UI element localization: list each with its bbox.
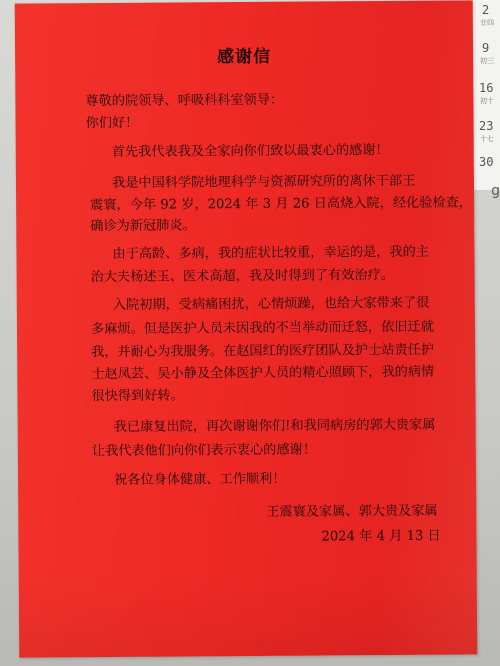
paragraph-6-line-1: 祝各位身体健康、工作顺利！ <box>114 471 286 488</box>
paragraph-2-line-1: 我是中国科学院地理科学与资源研究所的离休干部王 <box>111 173 416 191</box>
paragraph-4-line-3: 我，并耐心为我服务。在赵国红的医疗团队及护士站责任护 <box>91 342 435 361</box>
calendar-number: 9 <box>482 41 490 55</box>
calendar-lunar-label: 初三 <box>480 57 494 65</box>
calendar-lunar-label: 十七 <box>480 135 494 143</box>
calendar-lunar-label: 廿四 <box>480 19 494 27</box>
calendar-number: 2 <box>482 3 490 17</box>
paragraph-4-line-5: 很快得到好转。 <box>91 388 184 405</box>
paragraph-5-line-2: 让我代表他们向你们表示衷心的感谢！ <box>91 442 317 460</box>
signature: 王震寰及家属、郭大贵及家属 <box>266 503 438 520</box>
paragraph-4-line-1: 入院初期，受病痛困扰，心情烦躁，也给大家带来了很 <box>112 295 430 313</box>
paragraph-5-line-1: 我已康复出院，再次谢谢你们!和我同病房的郭大贵家属 <box>113 417 436 435</box>
calendar-lunar-label: 初十 <box>480 97 494 105</box>
calendar-number: 30 <box>479 155 494 169</box>
salutation: 尊敬的院领导、呼吸科科室领导： <box>85 92 284 110</box>
background-letter: g <box>491 183 500 199</box>
calendar-number: 16 <box>479 81 494 95</box>
letter-date: 2024 年 4 月 13 日 <box>321 528 441 545</box>
paragraph-1-line-1: 首先我代表我及全家向你们致以最衷心的感谢！ <box>111 142 389 160</box>
paragraph-3-line-1: 由于高龄、多病，我的症状比较重，幸运的是，我的主 <box>112 244 430 262</box>
letter-content <box>15 0 478 657</box>
paragraph-3-line-2: 治大夫杨述玉、医术高超，我及时得到了有效治疗。 <box>90 267 394 286</box>
paragraph-4-line-4: 士赵凤芸、吴小静及全体医护人员的精心照顾下，我的病情 <box>91 364 435 383</box>
letter-title: 感谢信 <box>217 46 272 68</box>
calendar-number: 23 <box>479 119 494 133</box>
paragraph-4-line-2: 多麻烦。但是医护人员未因我的不当举动而迁怒，依旧迁就 <box>90 319 434 338</box>
greeting: 你们好！ <box>85 115 139 132</box>
paragraph-2-line-3: 确诊为新冠肺炎。 <box>90 218 196 235</box>
red-letter-paper <box>15 0 478 657</box>
paragraph-2-line-2: 震寰，今年 92 岁，2024 年 3 月 26 日高烧入院，经化验检查， <box>90 195 472 214</box>
